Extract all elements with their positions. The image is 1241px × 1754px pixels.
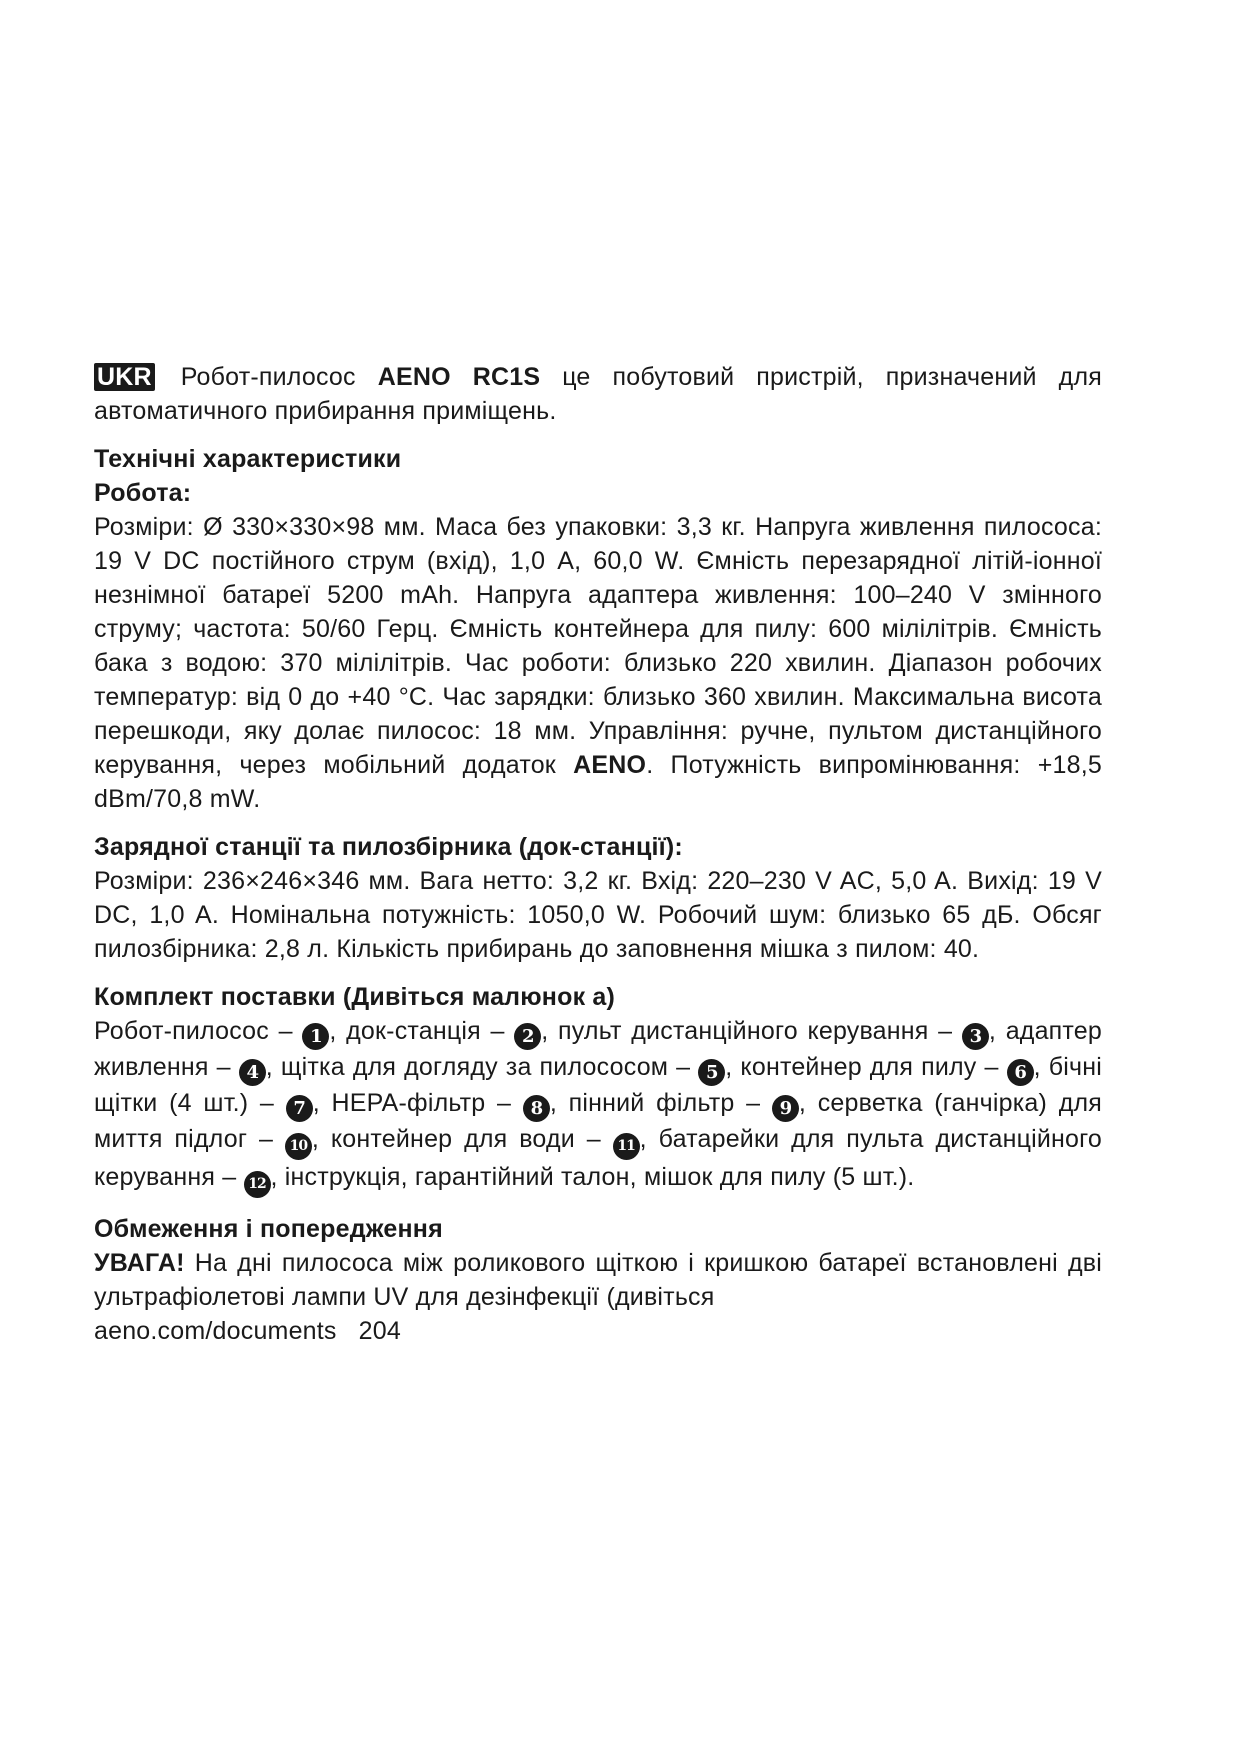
intro-text-b: це побутовий пристрій, призначений для автоматичного прибирання приміщень. bbox=[94, 363, 1102, 425]
package-item: пульт дистанційного керування – 3 , bbox=[558, 1017, 1006, 1045]
document-page bbox=[94, 360, 1102, 1348]
model-name: AENO RC1S bbox=[377, 363, 541, 391]
number-badge-icon: 3 bbox=[962, 1023, 989, 1050]
dock-heading: Зарядної станції та пилозбірника (док-станції): bbox=[94, 833, 683, 861]
number-badge-icon: 1 bbox=[302, 1023, 329, 1050]
package-item: адаптер живлення – 4 , bbox=[94, 1017, 1102, 1081]
warning-label: УВАГА! bbox=[94, 1249, 185, 1277]
robot-specs-paragraph bbox=[94, 510, 1102, 816]
specs-title: Технічні характеристики bbox=[94, 445, 402, 473]
package-list bbox=[94, 1014, 1102, 1198]
package-item: контейнер для пилу – 6 , bbox=[740, 1053, 1048, 1081]
dock-specs-paragraph: Розміри: 236×246×346 мм. Вага нетто: 3,2 кг. Вхід: 220–230 V AC, 5,0 A. Вихід: 19 V DC, 1,0 A. Номінальна потужність: 1050,0 W. Робочий шум: близько 65 дБ. Обсяг пилозбірника: 2,8 л. Кількість прибирань до заповнення мішка з пилом: 40. bbox=[94, 867, 1102, 963]
number-badge-icon: 6 bbox=[1007, 1059, 1034, 1086]
intro-paragraph bbox=[94, 360, 1102, 428]
package-item: пінний фільтр – 9 , bbox=[569, 1089, 818, 1117]
package-item: Робот-пилосос – 1 , bbox=[94, 1017, 346, 1045]
package-title: Комплект поставки (Дивіться малюнок а) bbox=[94, 983, 616, 1011]
number-badge-icon: 11 bbox=[613, 1133, 640, 1160]
number-badge-icon: 7 bbox=[286, 1095, 313, 1122]
warning-text: На дні пилососа між роликового щіткою і кришкою батареї встановлені дві ультрафіолетові лампи UV для дезінфекції (дивіться bbox=[94, 1249, 1102, 1311]
number-badge-icon: 8 bbox=[523, 1095, 550, 1122]
number-badge-icon: 4 bbox=[239, 1059, 266, 1086]
robot-heading: Робота: bbox=[94, 479, 192, 507]
app-name: AENO bbox=[573, 751, 647, 779]
intro-text-a: Робот-пилосос bbox=[158, 363, 378, 391]
page-number: 204 bbox=[358, 1317, 401, 1345]
package-item: щітка для догляду за пилососом – 5 , bbox=[281, 1053, 741, 1081]
package-item: бічні щітки (4 шт.) – 7 , bbox=[94, 1053, 1102, 1117]
number-badge-icon: 2 bbox=[514, 1023, 541, 1050]
robot-specs-text-b: . Потужність випромінювання: +18,5 dBm/70,8 mW. bbox=[94, 751, 1103, 813]
package-item: HEPA-фільтр – 8 , bbox=[332, 1089, 569, 1117]
page-footer bbox=[94, 1314, 1102, 1348]
package-item: контейнер для води – 11 , bbox=[331, 1125, 659, 1153]
warnings-paragraph bbox=[94, 1246, 1102, 1314]
number-badge-icon: 10 bbox=[285, 1133, 312, 1160]
package-item: серветка (ганчірка) для миття підлог – 10 , bbox=[94, 1089, 1102, 1153]
number-badge-icon: 9 bbox=[772, 1095, 799, 1122]
warnings-title: Обмеження і попередження bbox=[94, 1215, 443, 1243]
package-item: док-станція – 2 , bbox=[346, 1017, 558, 1045]
package-item: батарейки для пульта дистанційного керування – 12 , bbox=[94, 1125, 1102, 1191]
documents-url[interactable]: aeno.com/documents bbox=[94, 1317, 337, 1345]
number-badge-icon: 12 bbox=[244, 1171, 271, 1198]
number-badge-icon: 5 bbox=[698, 1059, 725, 1086]
robot-specs-text-a: Розміри: Ø 330×330×98 мм. Маса без упаковки: 3,3 кг. Напруга живлення пилососа: 19 V DC постійного струм (вхід), 1,0 A, 60,0 W. Ємність перезарядної літій-іонної незнімної батареї 5200 mAh. Напруга адаптера живлення: 100–240 V змінного струму; частота: 50/60 Герц. Ємність контейнера для пилу: 600 мілілітрів. Ємність бака з водою: 370 мілілітрів. Час роботи: близько 220 хвилин. Діапазон робочих температур: від 0 до +40 °C. Час зарядки: близько 360 хвилин. Максимальна висота перешкоди, яку долає пилосос: 18 мм. Управління: ручне, пультом дистанційного керування, через мобільний додаток bbox=[94, 513, 1102, 779]
package-tail: інструкція, гарантійний талон, мішок для пилу (5 шт.). bbox=[284, 1163, 915, 1191]
language-badge: UKR bbox=[94, 363, 155, 391]
